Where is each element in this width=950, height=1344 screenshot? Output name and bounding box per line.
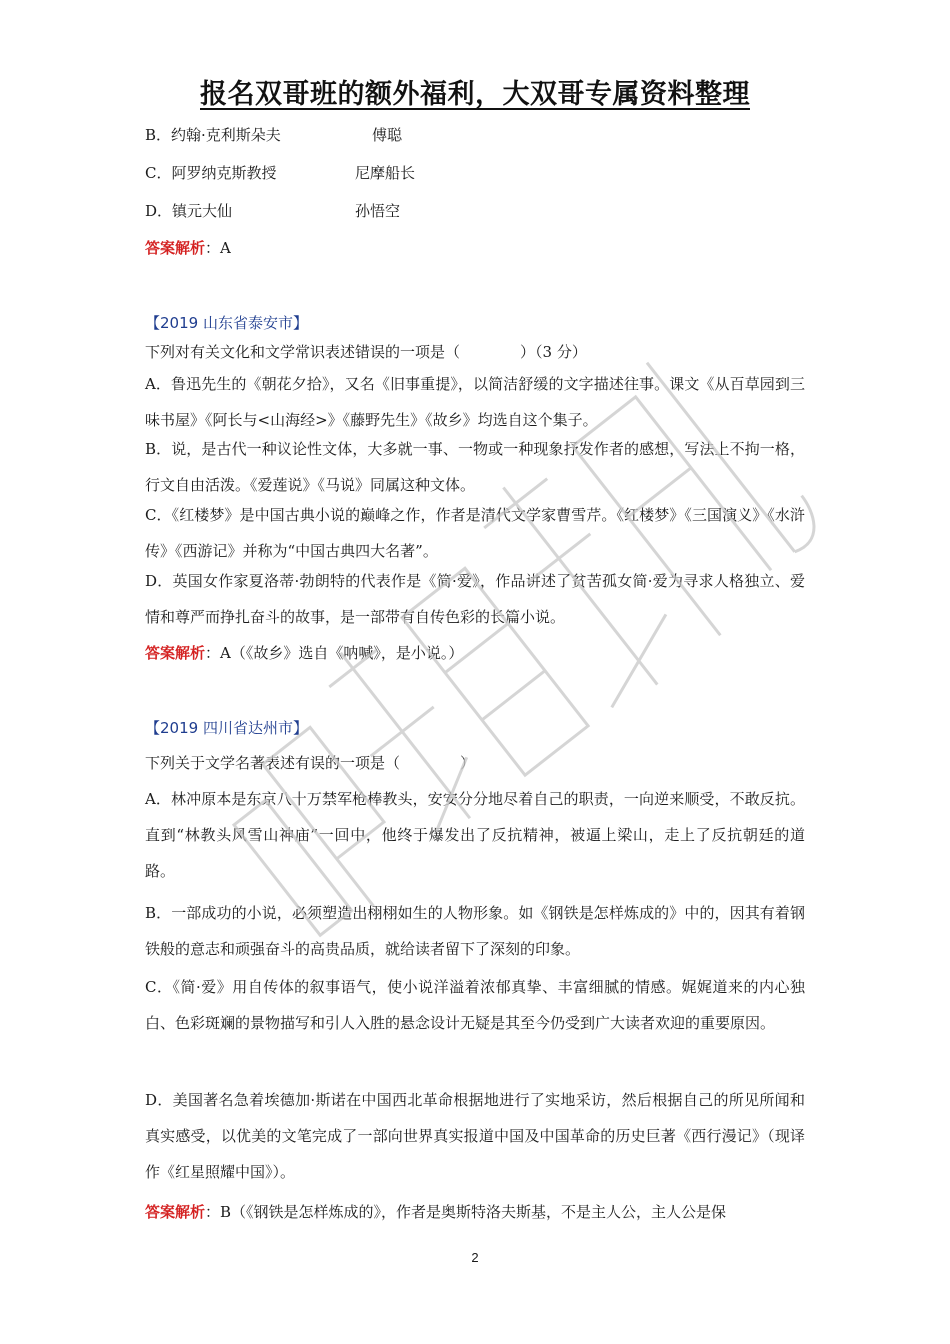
answer-label: 答案解析 <box>145 644 206 662</box>
q1-option-d: D．英国女作家夏洛蒂·勃朗特的代表作是《简·爱》，作品讲述了贫苦孤女简·爱为寻求人格独立、爱情和尊严而挣扎奋斗的故事，是一部带有自传色彩的长篇小说。 <box>145 572 805 626</box>
prev-option-d <box>145 200 401 221</box>
answer-text: ：B（《钢铁是怎样炼成的》，作者是奥斯特洛夫斯基，不是主人公，主人公是保 <box>205 1203 727 1221</box>
q1-answer <box>145 642 463 663</box>
q1-option-b: B．说，是古代一种议论性文体，大多就一事、一物或一种现象抒发作者的感想，写法上不拘一格，行文自由活泼。《爱莲说》《马说》同属这种文体。 <box>145 440 805 494</box>
q2-tag <box>145 717 308 738</box>
prev-option-b <box>145 124 403 145</box>
header-title: 报名双哥班的额外福利，大双哥专属资料整理 <box>200 79 750 110</box>
page-header <box>0 72 950 111</box>
question-source-tag: 【2019 山东省泰安市】 <box>145 314 308 332</box>
q2-option-d: D．美国著名急着埃德加·斯诺在中国西北革命根据地进行了实地采访，然后根据自己的所见所闻和真实感受，以优美的文笔完成了一部向世界真实报道中国及中国革命的历史巨著《西行漫记》（现译作《红星照耀中国》）。 <box>145 1091 805 1181</box>
prev-answer <box>145 237 231 258</box>
option-label: D．镇元大仙 <box>145 202 233 220</box>
q2-answer <box>145 1201 726 1222</box>
q2-option-b: B．一部成功的小说，必须塑造出栩栩如生的人物形象。如《钢铁是怎样炼成的》中的，因其有着钢铁般的意志和顽强奋斗的高贵品质，就给读者留下了深刻的印象。 <box>145 904 805 958</box>
question-source-tag: 【2019 四川省达州市】 <box>145 719 308 737</box>
answer-text: ：A（《故乡》选自《呐喊》，是小说。） <box>205 644 464 662</box>
option-second: 孙悟空 <box>355 202 401 220</box>
q1-option-a: A．鲁迅先生的《朝花夕拾》，又名《旧事重提》，以简洁舒缓的文字描述往事。课文《从百草园到三味书屋》《阿长与<山海经>》《藤野先生》《故乡》均选自这个集子。 <box>145 375 805 429</box>
option-second: 傅聪 <box>372 126 403 144</box>
prev-option-c <box>145 162 416 183</box>
option-second: 尼摩船长 <box>355 164 416 182</box>
q1-option-c: C．《红楼梦》是中国古典小说的巅峰之作，作者是清代文学家曹雪芹。《红楼梦》《三国演义》《水浒传》《西游记》并称为“中国古典四大名著”。 <box>145 506 805 560</box>
q2-stem: 下列关于文学名著表述有误的一项是（ ） <box>145 754 476 772</box>
q2-option-c: C．《简·爱》用自传体的叙事语气，使小说洋溢着浓郁真挚、丰富细腻的情感。娓娓道来的内心独白、色彩斑斓的景物描写和引人入胜的悬念设计无疑是其至今仍受到广大读者欢迎的重要原因。 <box>145 978 805 1032</box>
answer-label: 答案解析 <box>145 239 206 257</box>
page-number: 2 <box>471 1250 479 1265</box>
option-label: B．约翰·克利斯朵夫 <box>145 126 281 144</box>
q1-tag <box>145 312 308 333</box>
option-label: C．阿罗纳克斯教授 <box>145 164 277 182</box>
q1-stem: 下列对有关文化和文学常识表述错误的一项是（ ）（3 分） <box>145 343 587 361</box>
answer-text: ：A <box>205 239 231 257</box>
answer-label: 答案解析 <box>145 1203 206 1221</box>
q2-option-a: A．林冲原本是东京八十万禁军枪棒教头，安安分分地尽着自己的职责，一向逆来顺受，不敢反抗。直到“林教头风雪山神庙”一回中，他终于爆发出了反抗精神，被逼上梁山，走上了反抗朝廷的道路。 <box>145 790 805 880</box>
